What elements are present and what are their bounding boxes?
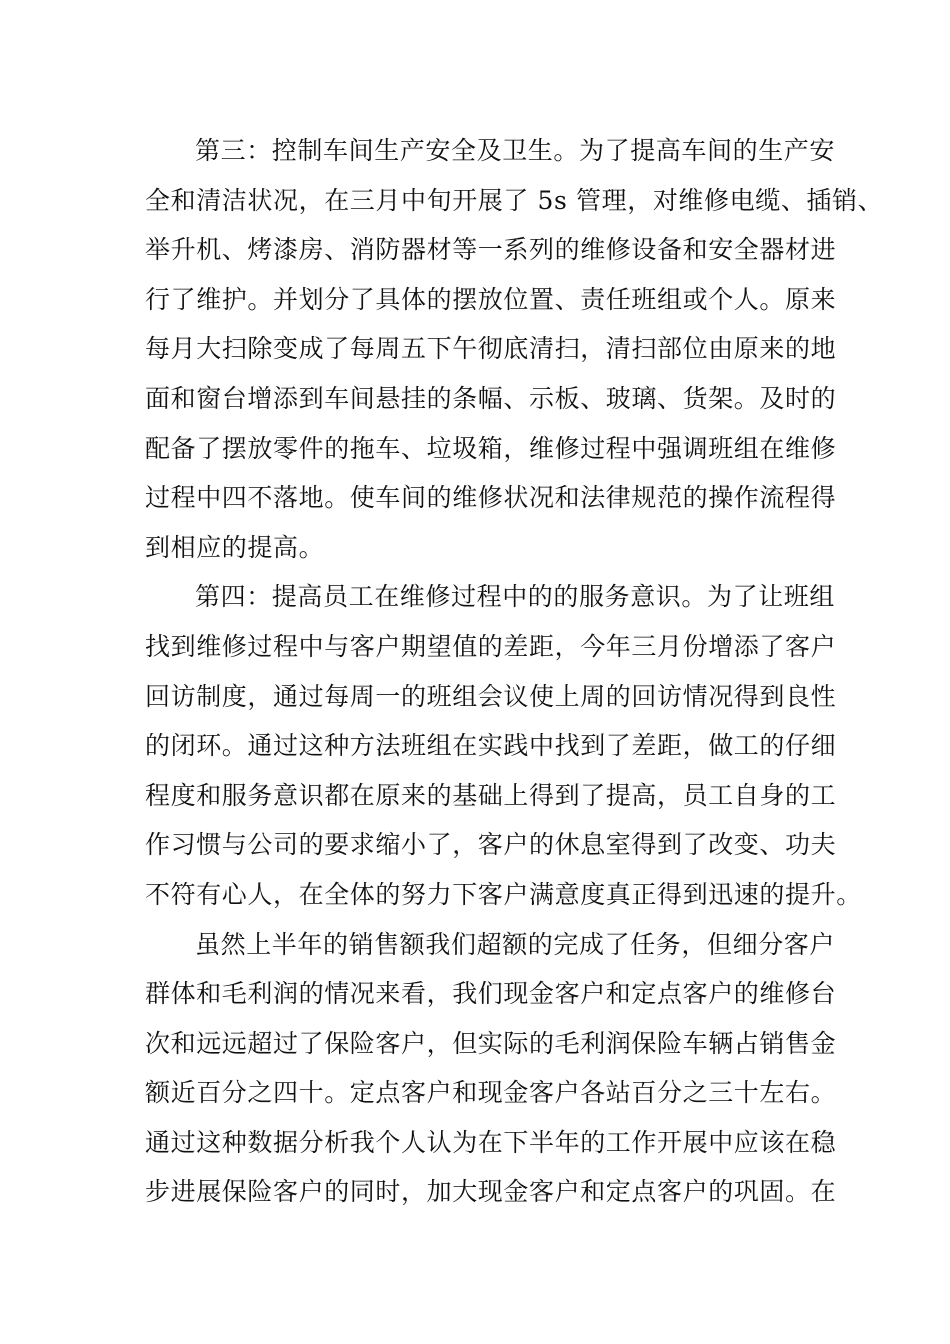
paragraph-3-line-1: 虽然上半年的销售额我们超额的完成了任务，但细分客户 (195, 929, 836, 959)
paragraph-2-line-2: 找到维修过程中与客户期望值的差距，今年三月份增添了客户 (145, 631, 837, 661)
paragraph-1-line-7: 配备了摆放零件的拖车、垃圾箱，维修过程中强调班组在维修 (145, 433, 837, 463)
paragraph-3-line-6: 步进展保险客户的同时，加大现金客户和定点客户的巩固。在 (145, 1177, 837, 1207)
paragraph-2-line-4: 的闭环。通过这种方法班组在实践中找到了差距，做工的仔细 (145, 731, 837, 761)
paragraph-1-line-9: 到相应的提高。 (145, 532, 325, 562)
paragraph-1-line-2: 全和清洁状况，在三月中旬开展了 5s 管理，对维修电缆、插销、 (145, 185, 884, 215)
paragraph-2-line-6: 作习惯与公司的要求缩小了，客户的休息室得到了改变、功夫 (145, 830, 837, 860)
paragraph-3-line-2: 群体和毛利润的情况来看，我们现金客户和定点客户的维修台 (145, 979, 837, 1009)
paragraph-1-line-5: 每月大扫除变成了每周五下午彻底清扫，清扫部位由原来的地 (145, 334, 837, 364)
document-body (145, 126, 884, 1217)
paragraph-2-line-5: 程度和服务意识都在原来的基础上得到了提高，员工自身的工 (145, 780, 837, 810)
paragraph-2-line-7: 不符有心人，在全体的努力下客户满意度真正得到迅速的提升。 (145, 879, 862, 909)
paragraph-1-line-6: 面和窗台增添到车间悬挂的条幅、示板、玻璃、货架。及时的 (145, 383, 837, 413)
paragraph-2-line-1: 第四：提高员工在维修过程中的的服务意识。为了让班组 (195, 582, 836, 612)
paragraph-1-line-1: 第三：控制车间生产安全及卫生。为了提高车间的生产安 (195, 136, 836, 165)
paragraph-1-line-3: 举升机、烤漆房、消防器材等一系列的维修设备和安全器材进 (145, 235, 837, 265)
paragraph-3-line-3: 次和远远超过了保险客户，但实际的毛利润保险车辆占销售金 (145, 1028, 837, 1058)
paragraph-3-line-4: 额近百分之四十。定点客户和现金客户各站百分之三十左右。 (145, 1078, 837, 1108)
paragraph-2-line-3: 回访制度，通过每周一的班组会议使上周的回访情况得到良性 (145, 681, 837, 711)
paragraph-3-line-5: 通过这种数据分析我个人认为在下半年的工作开展中应该在稳 (145, 1127, 837, 1157)
paragraph-1-line-8: 过程中四不落地。使车间的维修状况和法律规范的操作流程得 (145, 483, 837, 513)
paragraph-1-line-4: 行了维护。并划分了具体的摆放位置、责任班组或个人。原来 (145, 284, 837, 314)
